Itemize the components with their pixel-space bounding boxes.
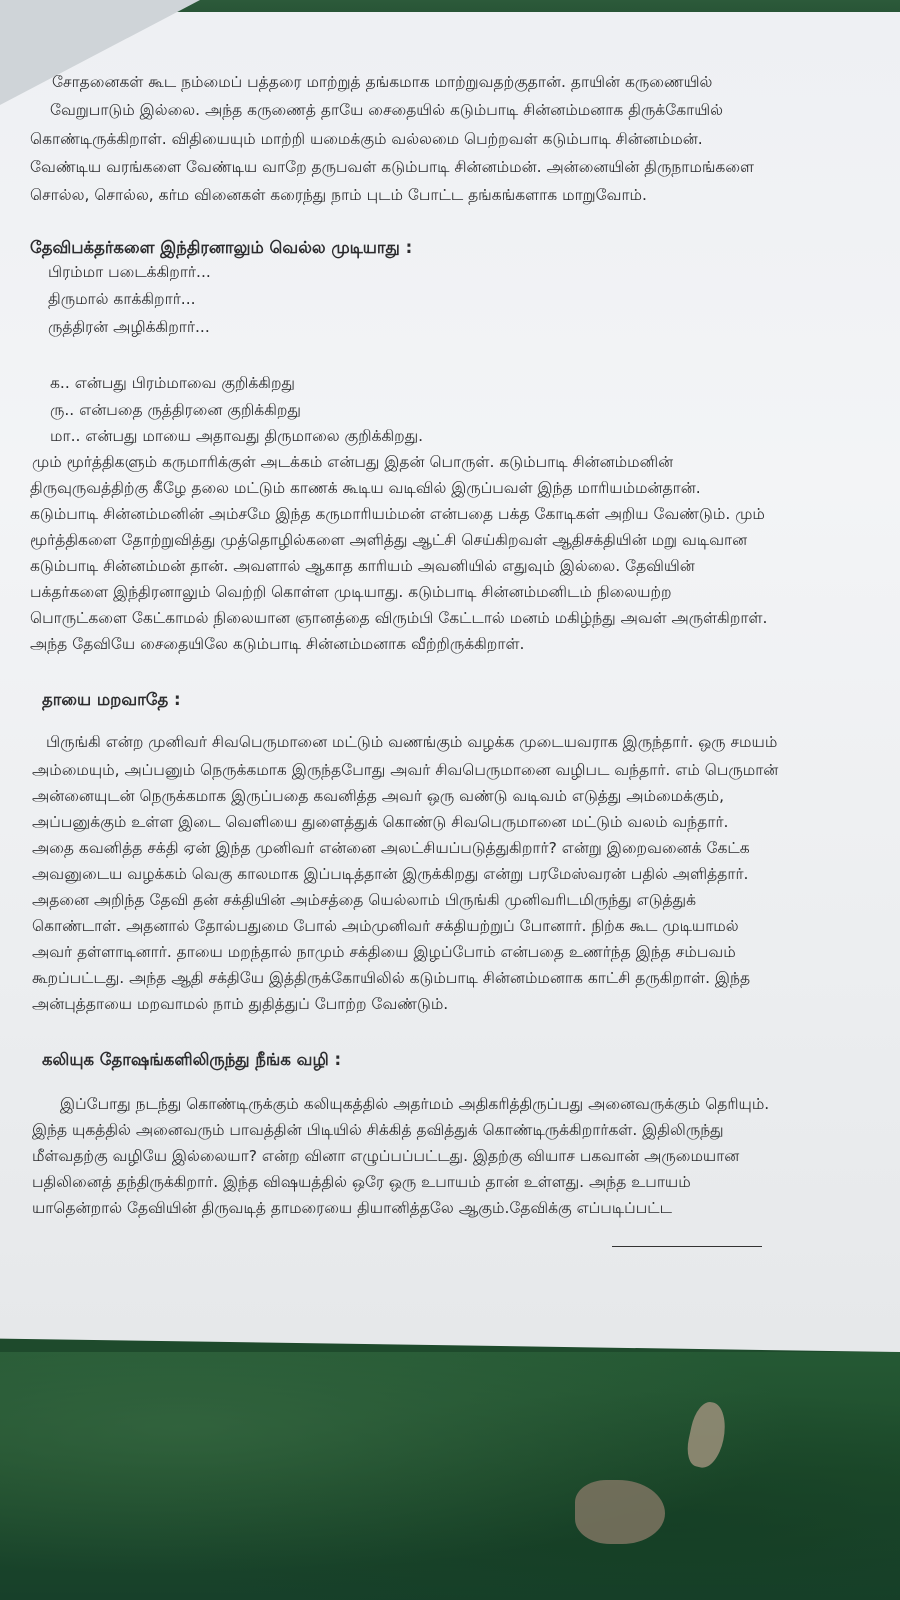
body-line: அவனுடைய வழக்கம் வெகு காலமாக இப்படித்தான் இருக்கிறது என்று பரமேஸ்வரன் பதில் அளித்தார்.: [32, 865, 749, 883]
body-line: கடும்பாடி சின்னம்மனின் அம்சமே இந்த கருமாரியம்மன் என்பதை பக்த கோடிகள் அறிய வேண்டும். மும்: [30, 505, 765, 523]
body-line: அன்னையுடன் நெருக்கமாக இருப்பதை கவனித்த அவர் ஒரு வண்டு வடிவம் எடுத்து அம்மைக்கும்,: [32, 787, 725, 805]
intro-line: சோதனைகள் கூட நம்மைப் பத்தரை மாற்றுத் தங்கமாக மாற்றுவதற்குதான். தாயின் கருணையில்: [52, 73, 713, 91]
body-line: மும் மூர்த்திகளும் கருமாரிக்குள் அடக்கம் என்பது இதன் பொருள். கடும்பாடி சின்னம்மனின்: [32, 453, 674, 471]
body-line: கூறப்பட்டது. அந்த ஆதி சக்தியே இத்திருக்கோயிலில் கடும்பாடி சின்னம்மனாக காட்சி தருகிறாள். இந்த: [32, 969, 751, 987]
body-line: கொண்டாள். அதனால் தோல்பதுமை போல் அம்முனிவர் சக்தியற்றுப் போனார். நிற்க கூட முடியாமல்: [32, 917, 739, 935]
body-line: இப்போது நடந்து கொண்டிருக்கும் கலியுகத்தில் அதர்மம் அதிகரித்திருப்பது அனைவருக்கும் தெரியும்.: [60, 1095, 770, 1113]
body-line: திருவுருவத்திற்கு கீழே தலை மட்டும் காணக் கூடிய வடிவில் இருப்பவள் இந்த மாரியம்மன்தான்.: [30, 479, 701, 497]
body-line: கடும்பாடி சின்னம்மன் தான். அவளால் ஆகாத காரியம் அவனியில் எதுவும் இல்லை. தேவியின்: [30, 557, 695, 575]
body-line: அவர் தள்ளாடினார். தாயை மறந்தால் நாமும் சக்தியை இழப்போம் என்பதை உணர்ந்த இந்த சம்பவம்: [32, 943, 736, 961]
body-line: அதனை அறிந்த தேவி தன் சக்தியின் அம்சத்தை யெல்லாம் பிருங்கி முனிவரிடமிருந்து எடுத்துக்: [32, 891, 697, 909]
body-line: அன்புத்தாயை மறவாமல் நாம் துதித்துப் போற்ற வேண்டும்.: [32, 995, 449, 1013]
verse-line: ரு.. என்பதை ருத்திரனை குறிக்கிறது: [50, 401, 301, 419]
body-line: இந்த யுகத்தில் அனைவரும் பாவத்தின் பிடியில் சிக்கித் தவித்துக் கொண்டிருக்கிறார்கள். இதிலிருந்து: [32, 1121, 724, 1139]
wall-stain: [575, 1480, 665, 1544]
body-line: அப்பனுக்கும் உள்ள இடை வெளியை துளைத்துக் கொண்டு சிவபெருமானை மட்டும் வலம் வந்தார்.: [32, 813, 729, 831]
section-heading: கலியுக தோஷங்களிலிருந்து நீங்க வழி :: [42, 1050, 342, 1069]
body-line: அந்த தேவியே சைதையிலே கடும்பாடி சின்னம்மனாக வீற்றிருக்கிறாள்.: [30, 635, 525, 653]
verse-line: பிரம்மா படைக்கிறார்...: [48, 263, 211, 281]
body-line: பிருங்கி என்ற முனிவர் சிவபெருமானை மட்டும் வணங்கும் வழக்க முடையவராக இருந்தார். ஒரு சமயம்: [46, 733, 778, 751]
body-line: மீள்வதற்கு வழியே இல்லையா? என்ற வினா எழுப்பப்பட்டது. இதற்கு வியாச பகவான் அருமையான: [32, 1147, 740, 1165]
verse-line: மா.. என்பது மாயை அதாவது திருமாலை குறிக்கிறது.: [50, 427, 424, 445]
intro-line: வேறுபாடும் இல்லை. அந்த கருணைத் தாயே சைதையில் கடும்பாடி சின்னம்மனாக திருக்கோயில்: [50, 101, 724, 119]
text-underline: [612, 1246, 762, 1247]
section-heading: தேவிபக்தர்களை இந்திரனாலும் வெல்ல முடியாது :: [30, 238, 413, 257]
body-line: யாதென்றால் தேவியின் திருவடித் தாமரையை தியானித்தலே ஆகும்.தேவிக்கு எப்படிப்பட்ட: [32, 1199, 672, 1217]
body-line: பக்தர்களை இந்திரனாலும் வெற்றி கொள்ள முடியாது. கடும்பாடி சின்னம்மனிடம் நிலையற்ற: [30, 583, 672, 601]
body-line: பதிலினைத் தந்திருக்கிறார். இந்த விஷயத்தில் ஒரே ஒரு உபாயம் தான் உள்ளது. அந்த உபாயம்: [32, 1173, 691, 1191]
body-line: மூர்த்திகளை தோற்றுவித்து முத்தொழில்களை அளித்து ஆட்சி செய்கிறவள் ஆதிசக்தியின் மறு வடிவான: [30, 531, 748, 549]
verse-line: க.. என்பது பிரம்மாவை குறிக்கிறது: [50, 374, 295, 392]
intro-line: சொல்ல, சொல்ல, கர்ம வினைகள் கரைந்து நாம் புடம் போட்ட தங்கங்களாக மாறுவோம்.: [30, 186, 647, 204]
intro-line: கொண்டிருக்கிறாள். விதியையும் மாற்றி யமைக்கும் வல்லமை பெற்றவள் கடும்பாடி சின்னம்மன்.: [30, 130, 703, 148]
section-heading: தாயை மறவாதே :: [42, 690, 181, 709]
body-line: அதை கவனித்த சக்தி ஏன் இந்த முனிவர் என்னை அலட்சியப்படுத்துகிறார்? என்று இறைவனைக் கேட்க: [32, 839, 750, 857]
green-wall-background: [0, 1352, 900, 1600]
body-line: அம்மையும், அப்பனும் நெருக்கமாக இருந்தபோது அவர் சிவபெருமானை வழிபட வந்தார். எம் பெருமான்: [32, 761, 779, 779]
verse-line: ருத்திரன் அழிக்கிறார்...: [48, 318, 210, 336]
verse-line: திருமால் காக்கிறார்...: [48, 290, 196, 308]
body-line: பொருட்களை கேட்காமல் நிலையான ஞானத்தை விரும்பி கேட்டால் மனம் மகிழ்ந்து அவள் அருள்கிறாள்.: [30, 609, 768, 627]
intro-line: வேண்டிய வரங்களை வேண்டிய வாறே தருபவள் கடும்பாடி சின்னம்மன். அன்னையின் திருநாமங்களை: [30, 158, 754, 176]
